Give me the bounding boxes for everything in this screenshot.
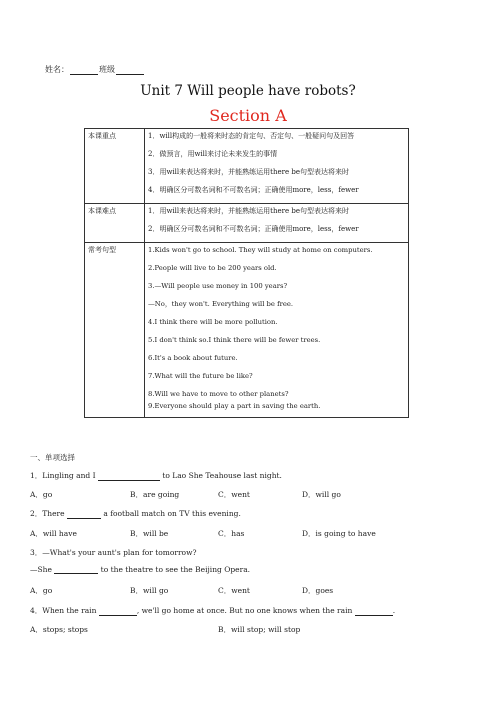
option-b[interactable]: B．will stop; will stop	[218, 625, 301, 634]
question-text: to the theatre to see the Beijing Opera.	[98, 565, 251, 574]
option-b[interactable]: B．will be	[130, 529, 169, 538]
answer-blank[interactable]	[67, 511, 101, 519]
student-info-line	[45, 64, 145, 75]
list-item: 3．用will来表达将来时，并能熟练运用there be句型表达将来时	[148, 168, 349, 176]
sentence-item: 8.Will we have to move to other planets?	[148, 390, 289, 398]
option-a[interactable]: A．go	[30, 586, 53, 595]
sentences-content	[145, 243, 409, 418]
option-c[interactable]: C．went	[218, 490, 250, 499]
option-c[interactable]: C．went	[218, 586, 250, 595]
class-blank[interactable]	[116, 66, 144, 75]
sentence-item: —No，they won't. Everything will be free.	[148, 300, 294, 308]
sentence-item: 1.Kids won't go to school. They will study at home on computers.	[148, 246, 373, 254]
question-3-line-2	[30, 565, 250, 574]
option-d[interactable]: D．will go	[302, 490, 341, 499]
option-b[interactable]: B．are going	[130, 490, 180, 499]
sentence-item: 4.I think there will be more pollution.	[148, 318, 278, 326]
option-a[interactable]: A．stops; stops	[30, 625, 88, 634]
table-row	[85, 204, 409, 243]
question-text: a football match on TV this evening.	[100, 509, 241, 518]
sentence-item: 7.What will the future be like?	[148, 372, 253, 380]
class-label: 班级	[99, 65, 115, 74]
question-2	[30, 508, 241, 519]
option-c[interactable]: C．has	[218, 529, 245, 538]
option-a[interactable]: A．will have	[30, 529, 77, 538]
sentence-item: 3.—Will people use money in 100 years?	[148, 282, 288, 290]
question-4	[30, 605, 395, 616]
section-title: Section A	[209, 106, 287, 125]
question-text: .	[392, 606, 396, 615]
question-text: —She	[30, 565, 55, 574]
list-item: 4．明确区分可数名词和不可数名词；正确使用more，less，fewer	[148, 186, 359, 194]
sentence-item: 2.People will live to be 200 years old.	[148, 264, 277, 272]
list-item: 2．明确区分可数名词和不可数名词；正确使用more，less，fewer	[148, 225, 359, 233]
list-item: 1．will构成的一般将来时态的肯定句、否定句、一般疑问句及回答	[148, 132, 355, 140]
answer-blank[interactable]	[98, 473, 160, 481]
focus-content	[145, 129, 409, 204]
name-label: 姓名：	[45, 65, 69, 74]
question-text: to Lao She Teahouse last night.	[159, 471, 282, 480]
option-a[interactable]: A．go	[30, 490, 53, 499]
answer-blank[interactable]	[355, 606, 396, 616]
option-b[interactable]: B．will go	[130, 586, 169, 595]
table-row	[85, 243, 409, 418]
lesson-summary-table	[84, 128, 409, 418]
answer-blank[interactable]	[54, 566, 98, 574]
option-d[interactable]: D．goes	[302, 586, 334, 595]
option-d[interactable]: D．is going to have	[302, 529, 376, 538]
answer-blank[interactable]	[99, 608, 137, 616]
difficulty-content	[145, 204, 409, 243]
question-1	[30, 470, 282, 481]
list-item: 1．用will来表达将来时，并能熟练运用there be句型表达将来时	[148, 207, 349, 215]
focus-label: 本课重点	[85, 129, 145, 204]
question-text: 4．When the rain	[30, 606, 99, 615]
question-text: , we'll go home at once. But no one knows when the rain	[136, 606, 355, 615]
list-item: 2．做预言，用will来讨论未来发生的事情	[148, 150, 278, 158]
sentence-item: 5.I don't think so.I think there will be fewer trees.	[148, 336, 321, 344]
exercise-heading: 一、单项选择	[30, 453, 75, 462]
sentence-item: 9.Everyone should play a part in saving the earth.	[148, 402, 321, 410]
table-row	[85, 129, 409, 204]
question-text: 2．There	[30, 509, 67, 518]
difficulty-label: 本课难点	[85, 204, 145, 243]
sentence-item: 6.It's a book about future.	[148, 354, 238, 362]
page-title: Unit 7 Will people have robots?	[140, 83, 356, 99]
name-blank[interactable]	[70, 66, 98, 75]
question-3-line-1: 3．—What's your aunt's plan for tomorrow?	[30, 548, 197, 557]
sentences-label: 常考句型	[85, 243, 145, 418]
question-text: 1．Lingling and I	[30, 471, 98, 480]
